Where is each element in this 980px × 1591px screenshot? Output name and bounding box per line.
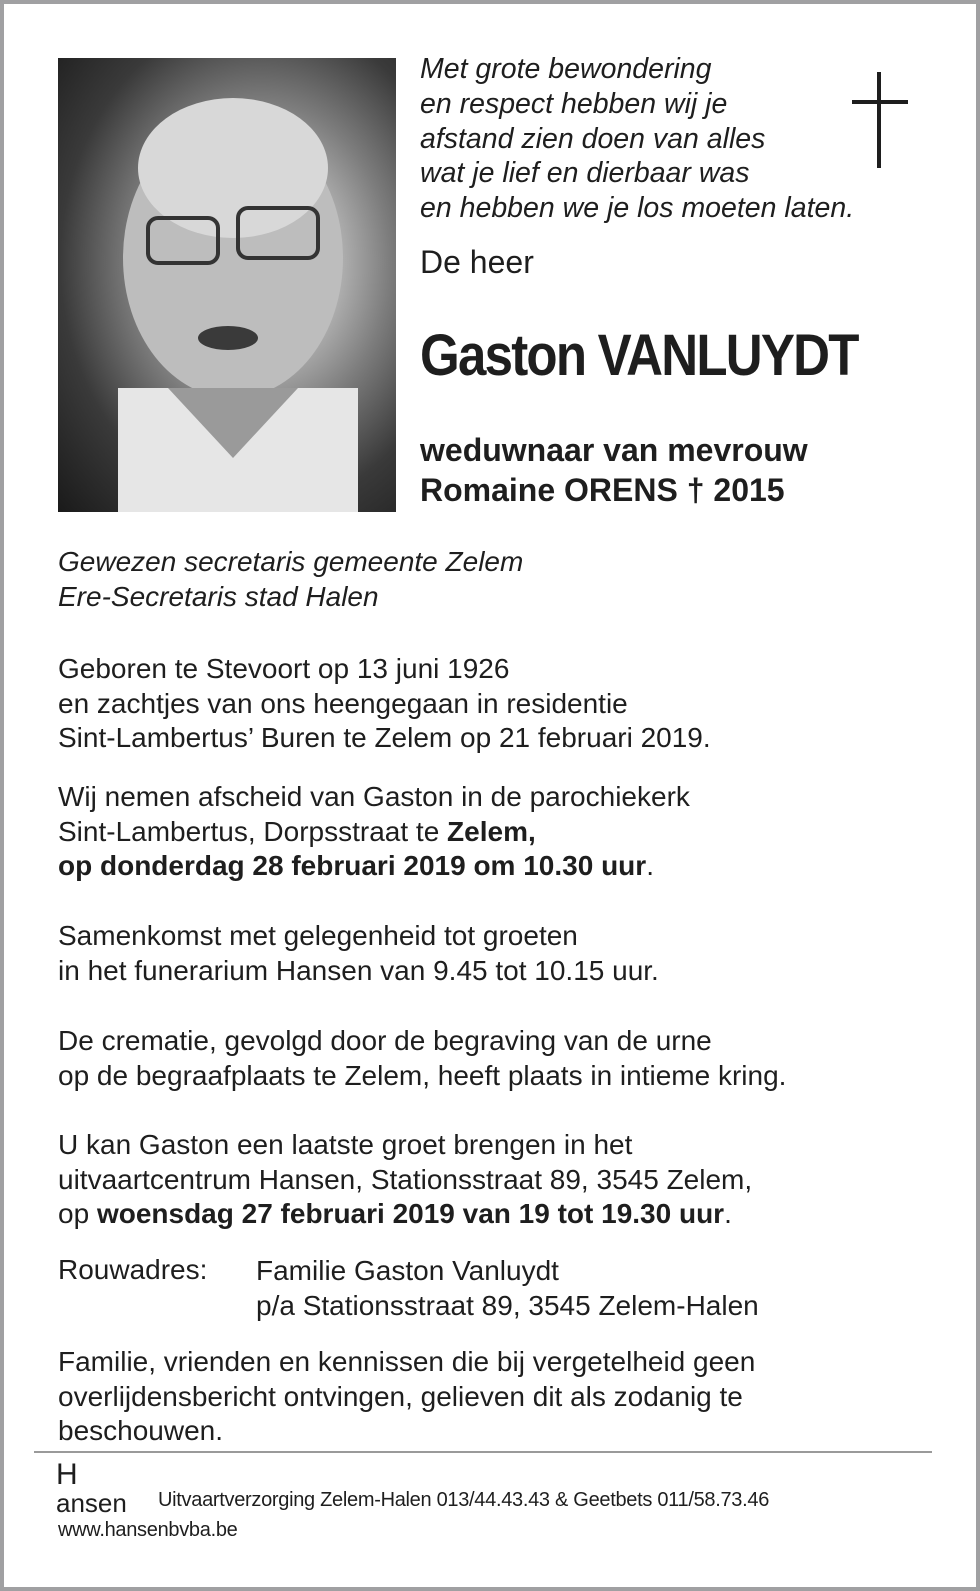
text-line: De crematie, gevolgd door de begraving van de urne [58,1025,712,1056]
farewell-info [58,780,690,884]
address-line: p/a Stationsstraat 89, 3545 Zelem-Halen [256,1289,759,1321]
text-line: in het funerarium Hansen van 9.45 tot 10.15 uur. [58,954,659,986]
cross-icon [852,72,908,168]
spouse-line: weduwnaar van mevrouw [420,432,808,468]
address-lines [256,1254,759,1323]
portrait-photo [58,58,396,512]
company-info: Uitvaartverzorging Zelem-Halen 013/44.43.43 & Geetbets 011/58.73.46 [158,1489,770,1511]
poem-line: Met grote bewondering [420,53,712,85]
text-line: overlijdensbericht ontvingen, gelieven dit als zodanig te [58,1380,743,1412]
function-line: Gewezen secretaris gemeente Zelem [58,546,524,577]
visit-info [58,1128,752,1232]
gathering-info [58,919,659,988]
text-line: Samenkomst met gelegenheid tot groeten [58,920,578,951]
text-line: en zachtjes van ons heengegaan in residentie [58,687,628,719]
poem [420,52,854,226]
address-label: Rouwadres: [58,1254,208,1285]
text: . [724,1198,732,1230]
date-bold: woensdag 27 februari 2019 van 19 tot 19.30 uur [96,1198,725,1230]
notice [58,1345,755,1449]
text-line [58,815,690,850]
date-bold: op donderdag 28 februari 2019 om 10.30 uur [58,850,647,882]
function-line: Ere-Secretaris stad Halen [58,580,379,612]
address-line: Familie Gaston Vanluydt [256,1255,559,1286]
text-line: beschouwen. [58,1415,224,1447]
text: op [58,1198,97,1230]
text-line: Geboren te Stevoort op 13 juni 1926 [58,653,510,684]
text-line: Familie, vrienden en kennissen die bij vergetelheid geen [58,1346,756,1377]
text: Sint-Lambertus, Dorpsstraat te [58,815,448,847]
text-line: Sint-Lambertus’ Buren te Zelem op 21 februari 2019. [58,722,711,754]
poem-line: en respect hebben wij je [420,87,728,120]
poem-line: afstand zien doen van alles [420,122,766,155]
text-line [58,1197,752,1232]
text: . [646,850,654,882]
title-prefix: De heer [420,244,534,280]
deceased-name: Gaston VANLUYDT [420,323,858,388]
website-link[interactable]: www.hansenbvba.be [58,1519,238,1541]
cremation-info [58,1024,786,1093]
divider [34,1451,932,1453]
text-line: U kan Gaston een laatste groet brengen in het [58,1129,633,1160]
logo-letter: H [56,1458,78,1491]
text-line: Wij nemen afscheid van Gaston in de parochiekerk [58,781,690,812]
poem-line: wat je lief en dierbaar was [420,157,750,190]
birth-death-info [58,652,711,756]
hansen-logo [56,1460,152,1518]
spouse-line: Romaine ORENS † 2015 [420,472,785,508]
text-line: op de begraafplaats te Zelem, heeft plaats in intieme kring. [58,1059,787,1091]
text-line [58,849,690,884]
logo-text: ansen [56,1488,127,1518]
location-bold: Zelem, [447,815,536,847]
text-line: uitvaartcentrum Hansen, Stationsstraat 89, 3545 Zelem, [58,1163,753,1195]
poem-line: en hebben we je los moeten laten. [420,192,855,225]
functions [58,545,523,614]
spouse-info [420,430,808,510]
